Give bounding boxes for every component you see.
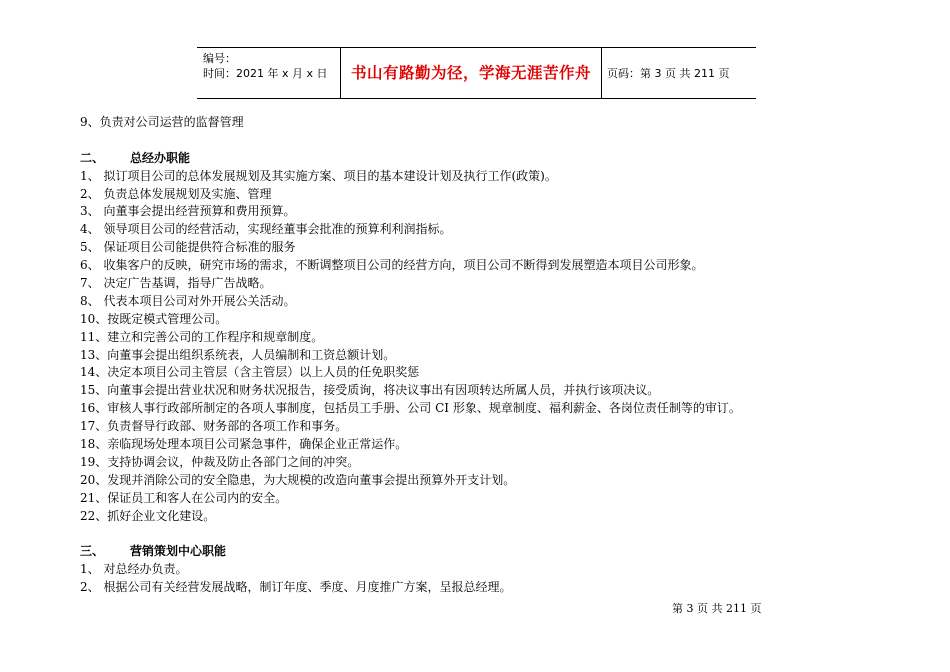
list-item: 7、 决定广告基调，指导广告战略。	[80, 276, 272, 291]
list-item: 19、支持协调会议，仲裁及防止各部门之间的冲突。	[80, 454, 360, 469]
list-item: 21、保证员工和客人在公司内的安全。	[80, 490, 288, 505]
list-item: 13、向董事会提出组织系统表，人员编制和工资总额计划。	[80, 347, 396, 362]
list-item: 1、 对总经办负责。	[80, 562, 188, 577]
section-heading-3	[80, 543, 820, 561]
motto-text: 书山有路勤为径，学海无涯苦作舟	[350, 64, 591, 82]
list-item: 8、 代表本项目公司对外开展公关活动。	[80, 293, 296, 308]
list-item: 1、 拟订项目公司的总体发展规划及其实施方案、项目的基本建设计划及执行工作(政策)。	[80, 168, 557, 183]
code-label: 编号：	[203, 52, 236, 65]
section-title: 营销策划中心职能	[130, 544, 227, 559]
header-page-cell	[601, 48, 756, 98]
list-item: 17、负责督导行政部、财务部的各项工作和事务。	[80, 419, 348, 434]
section-number: 二、	[80, 150, 105, 165]
time-label: 时间：2021 年 x 月 x 日	[203, 67, 328, 80]
section-3-list	[80, 561, 820, 597]
list-item: 2、 根据公司有关经营发展战略，制订年度、季度、月度推广方案，呈报总经理。	[80, 580, 512, 595]
section-heading-2	[80, 150, 820, 168]
list-item: 9、负责对公司运营的监督管理	[80, 115, 244, 129]
list-item: 6、 收集客户的反映，研究市场的需求，不断调整项目公司的经营方向，项目公司不断得到发展塑造本项目公司形象。	[80, 258, 704, 273]
list-item: 22、抓好企业文化建设。	[80, 508, 216, 523]
page-number-label: 页码：第 3 页 共 211 页	[607, 67, 730, 80]
list-item: 5、 保证项目公司能提供符合标准的服务	[80, 240, 296, 255]
page-header	[197, 47, 756, 99]
list-item: 2、 负责总体发展规划及实施、管理	[80, 186, 272, 201]
list-item: 4、 领导项目公司的经营活动，实现经董事会批准的预算利利润指标。	[80, 222, 452, 237]
header-motto-cell	[340, 48, 602, 98]
list-item: 3、 向董事会提出经营预算和费用预算。	[80, 204, 296, 219]
section-number: 三、	[80, 544, 105, 559]
list-item: 10、按既定模式管理公司。	[80, 311, 228, 326]
document-body	[80, 114, 820, 597]
list-item: 20、发现并消除公司的安全隐患，为大规模的改造向董事会提出预算外开支计划。	[80, 472, 516, 487]
list-item: 15、向董事会提出营业状况和财务状况报告，接受质询，将决议事出有因项转达所属人员，并执行该项决议。	[80, 383, 660, 398]
list-item: 14、决定本项目公司主管层（含主管层）以上人员的任免职奖惩	[80, 365, 420, 380]
header-info-cell	[197, 48, 340, 98]
list-item: 18、亲临现场处理本项目公司紧急事件，确保企业正常运作。	[80, 437, 408, 452]
list-item: 16、审核人事行政部所制定的各项人事制度，包括员工手册、公司 CI 形象、规章制度、福利薪金、各岗位责任制等的审订。	[80, 401, 741, 416]
section-title: 总经办职能	[130, 150, 191, 165]
page-footer: 第 3 页 共 211 页	[672, 602, 762, 615]
section-2-list	[80, 168, 820, 526]
list-item: 11、建立和完善公司的工作程序和规章制度。	[80, 329, 324, 344]
